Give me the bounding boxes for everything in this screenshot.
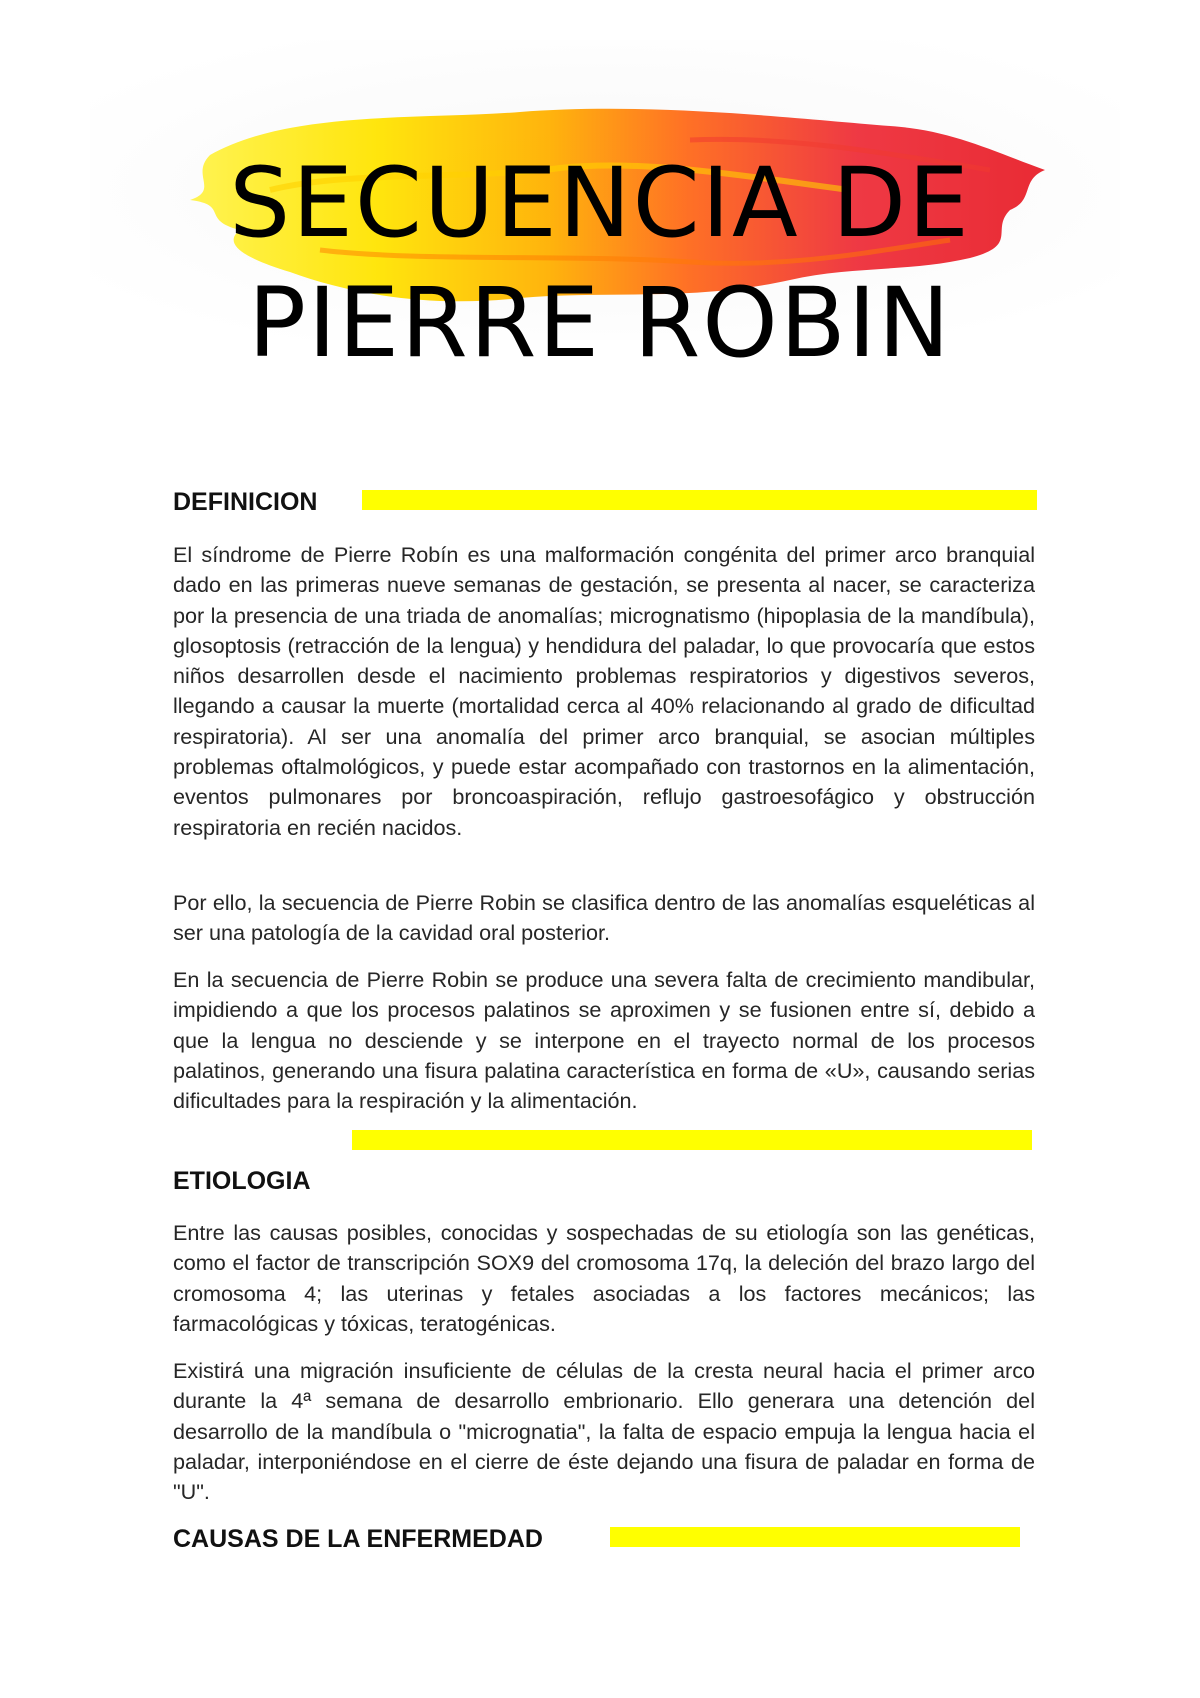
definicion-paragraph-3: En la secuencia de Pierre Robin se produce una severa falta de crecimiento mandibular, impidiendo a que los procesos palatinos se aproximen y se fusionen entre sí, debido a que la lengua no desciende y se interpone en el trayecto normal de los procesos palatinos, generando una fisura palatina característica en forma de «U», causando serias dificultades para la respiración y la alimentación. xyxy=(173,967,1035,1114)
paragraph-highlight-bar xyxy=(352,1130,1032,1150)
section-heading-definicion: DEFINICION xyxy=(173,488,318,516)
definicion-paragraph-2: Por ello, la secuencia de Pierre Robin se clasifica dentro de las anomalías esqueléticas al ser una patología de la cavidad oral posterior. xyxy=(173,890,1035,946)
section-heading-causas: CAUSAS DE LA ENFERMEDAD xyxy=(173,1525,543,1553)
heading-highlight-bar xyxy=(362,490,1037,510)
definicion-paragraph-1: El síndrome de Pierre Robín es una malformación congénita del primer arco branquial dado en las primeras nueve semanas de gestación, se presenta al nacer, se caracteriza por la presencia de una triada de anomalías; micrognatismo (hipoplasia de la mandíbula), glosoptosis (retracción de la lengua) y hendidura del paladar, lo que provocaría que estos niños desarrollen desde el nacimiento problemas respiratorios y digestivos severos, llegando a causar la muerte (mortalidad cerca al 40% relacionando al grado de dificultad respiratoria). Al ser una anomalía del primer arco branquial, se asocian múltiples problemas oftalmológicos, y puede estar acompañado con trastornos en la alimentación, eventos pulmonares por broncoaspiración, reflujo gastroesofágico y obstrucción respiratoria en recién nacidos. xyxy=(173,542,1035,840)
etiologia-paragraph-1: Entre las causas posibles, conocidas y sospechadas de su etiología son las genéticas, como el factor de transcripción SOX9 del cromosoma 17q, la deleción del brazo largo del cromosoma 4; las uterinas y fetales asociadas a los factores mecánicos; las farmacológicas y tóxicas, teratogénicas. xyxy=(173,1220,1035,1336)
section-heading-etiologia: ETIOLOGIA xyxy=(173,1167,311,1195)
page-title-line-1: SECUENCIA DE xyxy=(229,147,971,259)
page-title-line-2: PIERRE ROBIN xyxy=(248,267,952,379)
heading-highlight-bar-causas xyxy=(610,1527,1020,1547)
etiologia-paragraph-2: Existirá una migración insuficiente de células de la cresta neural hacia el primer arco durante la 4ª semana de desarrollo embrionario. Ello generara una detención del desarrollo de la mandíbula o "micrognatia", la falta de espacio empuja la lengua hacia el paladar, interponiéndose en el cierre de éste dejando una fisura de paladar en forma de "U". xyxy=(173,1358,1035,1505)
